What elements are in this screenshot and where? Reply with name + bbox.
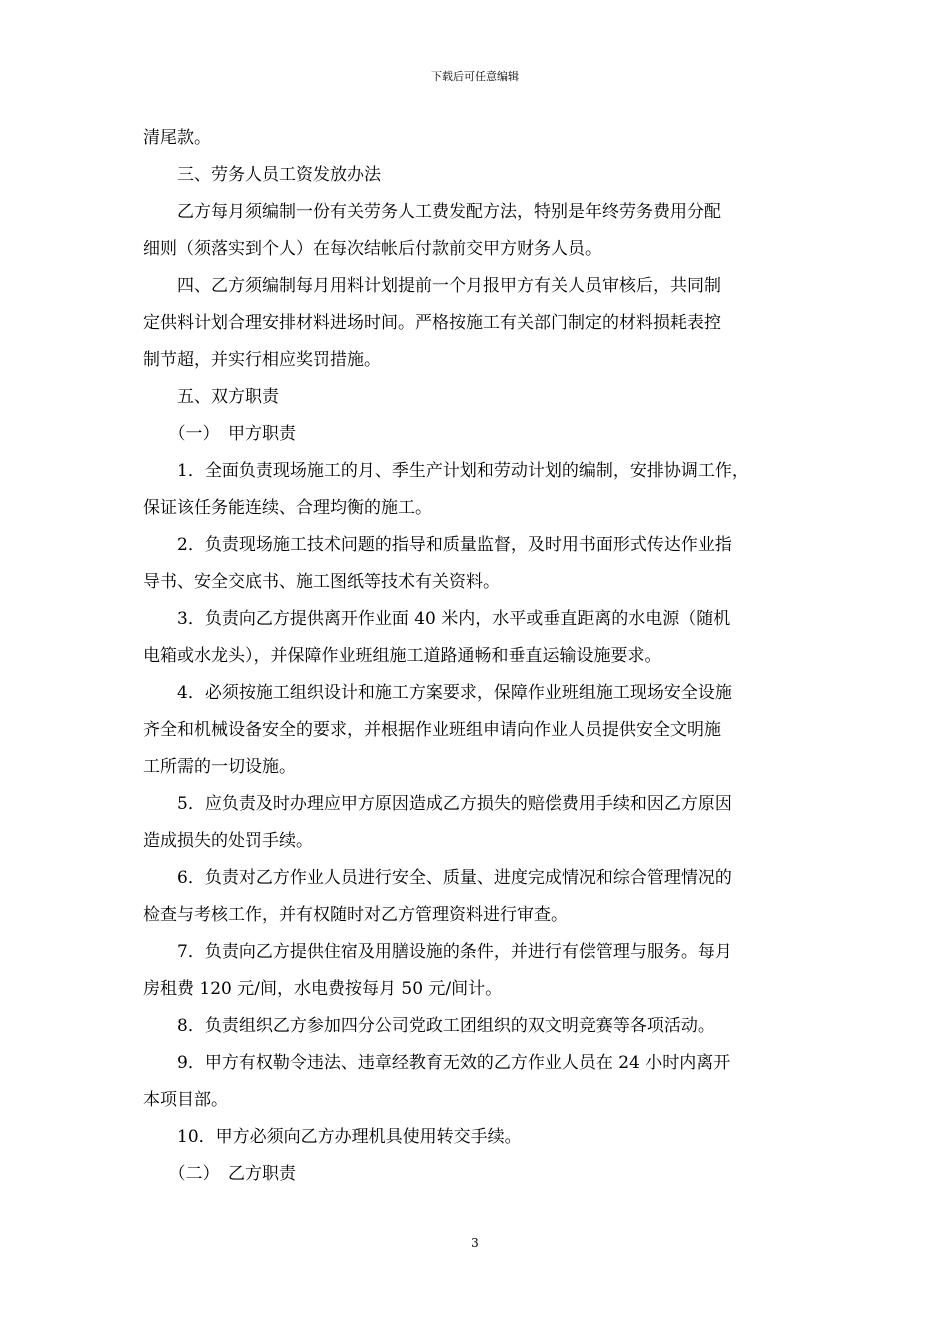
text-line: 7．负责向乙方提供住宿及用膳设施的条件，并进行有偿管理与服务。每月 <box>143 942 732 962</box>
text-line: 电箱或水龙头），并保障作业班组施工道路通畅和垂直运输设施要求。 <box>143 646 662 666</box>
section-heading-5: 五、双方职责 <box>143 387 279 407</box>
text-line: 4．必须按施工组织设计和施工方案要求，保障作业班组施工现场安全设施 <box>143 683 732 703</box>
text-line: 10．甲方必须向乙方办理机具使用转交手续。 <box>143 1127 522 1147</box>
subsection-heading-2: （二） 乙方职责 <box>143 1164 296 1184</box>
text-line: 导书、安全交底书、施工图纸等技术有关资料。 <box>143 572 500 592</box>
text-line: 制节超，并实行相应奖罚措施。 <box>143 350 381 370</box>
text-line: 清尾款。 <box>143 128 211 148</box>
text-line: 四、乙方须编制每月用料计划提前一个月报甲方有关人员审核后，共同制 <box>143 276 721 296</box>
text-line: 工所需的一切设施。 <box>143 757 296 777</box>
text-line: 齐全和机械设备安全的要求，并根据作业班组申请向作业人员提供安全文明施 <box>143 720 721 740</box>
text-line: 1．全面负责现场施工的月、季生产计划和劳动计划的编制，安排协调工作， <box>143 461 749 481</box>
text-line: 造成损失的处罚手续。 <box>143 831 313 851</box>
text-line: 检查与考核工作，并有权随时对乙方管理资料进行审查。 <box>143 905 568 925</box>
page-header: 下载后可任意编辑 <box>431 70 519 83</box>
text-line: 定供料计划合理安排材料进场时间。严格按施工有关部门制定的材料损耗表控 <box>143 313 721 333</box>
text-line: 乙方每月须编制一份有关劳务人工费发配方法，特别是年终劳务费用分配 <box>143 202 721 222</box>
text-line: 保证该任务能连续、合理均衡的施工。 <box>143 498 432 518</box>
text-line: 细则（须落实到个人）在每次结帐后付款前交甲方财务人员。 <box>143 239 602 259</box>
text-line: 5．应负责及时办理应甲方原因造成乙方损失的赔偿费用手续和因乙方原因 <box>143 794 732 814</box>
document-body <box>143 120 813 1193</box>
text-line: 2．负责现场施工技术问题的指导和质量监督，及时用书面形式传达作业指 <box>143 535 732 555</box>
subsection-heading-1: （一） 甲方职责 <box>143 424 296 444</box>
section-heading-3: 三、劳务人员工资发放办法 <box>143 165 381 185</box>
text-line: 9．甲方有权勒令违法、违章经教育无效的乙方作业人员在 24 小时内离开 <box>143 1053 731 1073</box>
text-line: 8．负责组织乙方参加四分公司党政工团组织的双文明竞赛等各项活动。 <box>143 1016 715 1036</box>
page-number: 3 <box>471 1236 479 1250</box>
text-line: 3．负责向乙方提供离开作业面 40 米内，水平或垂直距离的水电源（随机 <box>143 609 731 629</box>
text-line: 本项目部。 <box>143 1090 228 1110</box>
text-line: 房租费 120 元/间，水电费按每月 50 元/间计。 <box>143 979 503 999</box>
text-line: 6．负责对乙方作业人员进行安全、质量、进度完成情况和综合管理情况的 <box>143 868 732 888</box>
